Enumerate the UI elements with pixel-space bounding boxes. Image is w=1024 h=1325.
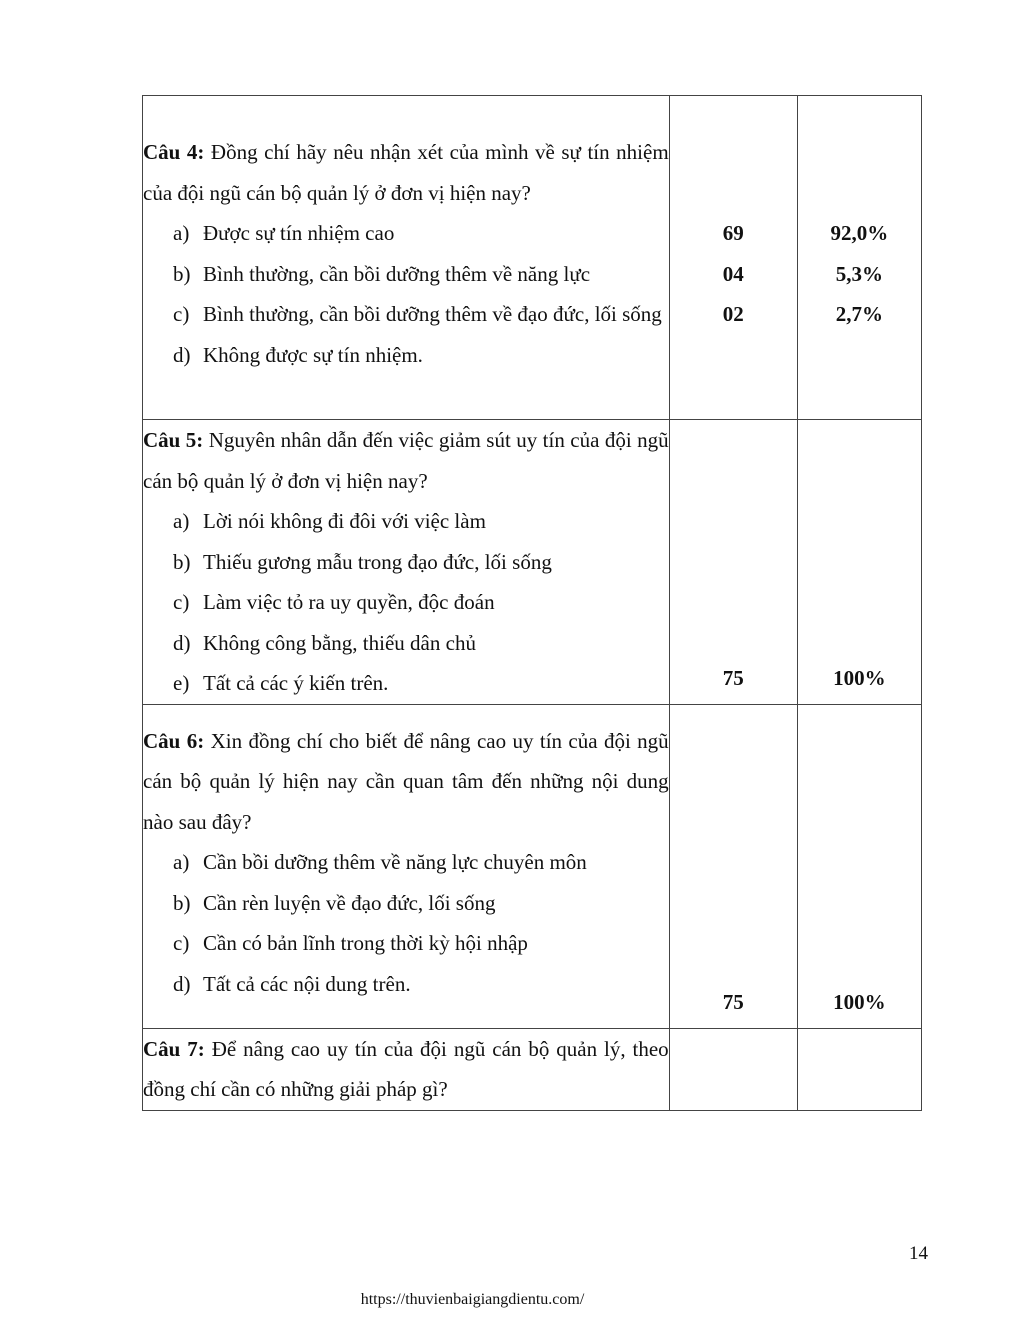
option-text: Lời nói không đi đôi với việc làm <box>203 509 486 533</box>
count-value: 75 <box>722 989 744 1014</box>
option-item <box>143 542 669 583</box>
question-cell <box>143 704 670 1028</box>
option-text: Không được sự tín nhiệm. <box>203 342 423 367</box>
option-text: Cần bồi dưỡng thêm về năng lực chuyên môn <box>203 850 587 874</box>
option-letter: a) <box>173 509 190 533</box>
option-letter: a) <box>173 850 190 874</box>
percent-value: 100% <box>833 989 886 1014</box>
option-text: Cần có bản lĩnh trong thời kỳ hội nhập <box>203 931 528 955</box>
count-value: 04 <box>722 261 744 286</box>
question-body: Đồng chí hãy nêu nhận xét của mình về sự tín nhiệm của đội ngũ cán bộ quản lý ở đơn vị hiện nay? <box>143 140 669 205</box>
question-cell <box>143 420 670 705</box>
option-text: Cần rèn luyện về đạo đức, lối sống <box>203 890 496 915</box>
option-letter: a) <box>173 221 190 245</box>
option-letter: b) <box>173 890 191 915</box>
percent-value: 2,7% <box>835 302 884 326</box>
question-label: Câu 4: <box>143 140 205 164</box>
question-text <box>143 721 669 843</box>
question-body: Để nâng cao uy tín của đội ngũ cán bộ quản lý, theo đồng chí cần có những giải pháp gì? <box>143 1036 669 1101</box>
count-value: 02 <box>722 302 744 326</box>
question-text <box>143 420 669 501</box>
option-item <box>143 213 669 254</box>
option-item <box>143 883 669 924</box>
page-number: 14 <box>909 1243 928 1264</box>
option-text: Không công bằng, thiếu dân chủ <box>203 630 476 655</box>
option-item <box>143 582 669 623</box>
question-label: Câu 5: <box>143 428 204 452</box>
question-label: Câu 7: <box>143 1036 205 1061</box>
option-letter: e) <box>173 671 190 695</box>
option-item <box>143 964 669 1005</box>
count-cell <box>669 704 797 1028</box>
percent-value: 5,3% <box>835 261 884 286</box>
option-text: Làm việc tỏ ra uy quyền, độc đoán <box>203 590 495 614</box>
question-row-5 <box>143 420 922 705</box>
percent-cell <box>797 420 921 705</box>
question-row-4 <box>143 96 922 420</box>
question-cell <box>143 96 670 420</box>
option-letter: c) <box>173 590 190 614</box>
option-letter: d) <box>173 630 191 655</box>
question-label: Câu 6: <box>143 728 205 753</box>
option-text: Tất cả các nội dung trên. <box>203 971 411 996</box>
option-text: Bình thường, cần bồi dưỡng thêm về năng lực <box>203 261 591 286</box>
question-text <box>143 132 669 213</box>
option-letter: c) <box>173 931 190 955</box>
option-letter: d) <box>173 342 191 367</box>
option-text: Tất cả các ý kiến trên. <box>203 671 389 695</box>
question-body: Nguyên nhân dẫn đến việc giảm sút uy tín của đội ngũ cán bộ quản lý ở đơn vị hiện nay? <box>143 428 669 493</box>
count-cell <box>669 96 797 420</box>
option-item <box>143 501 669 542</box>
option-item <box>143 623 669 664</box>
option-letter: c) <box>173 302 190 326</box>
percent-cell <box>797 96 921 420</box>
question-body: Xin đồng chí cho biết để nâng cao uy tín của đội ngũ cán bộ quản lý hiện nay cần quan tâm đến những nội dung nào sau đây? <box>143 728 669 834</box>
option-letter: b) <box>173 549 191 574</box>
question-row-7 <box>143 1028 922 1110</box>
percent-cell <box>797 1028 921 1110</box>
footer-url: https://thuvienbaigiangdientu.com/ <box>360 1291 585 1308</box>
percent-value: 92,0% <box>830 221 889 245</box>
option-item <box>143 335 669 376</box>
question-text <box>143 1029 669 1110</box>
option-letter: d) <box>173 971 191 996</box>
option-text: Bình thường, cần bồi dưỡng thêm về đạo đức, lối sống <box>203 302 662 326</box>
percent-cell <box>797 704 921 1028</box>
option-letter: b) <box>173 261 191 286</box>
option-item <box>143 923 669 964</box>
option-item <box>143 294 669 335</box>
option-item <box>143 842 669 883</box>
option-text: Được sự tín nhiệm cao <box>203 221 395 245</box>
option-item <box>143 663 669 704</box>
percent-value: 100% <box>833 666 886 690</box>
survey-table <box>142 95 922 1111</box>
question-cell <box>143 1028 670 1110</box>
count-cell <box>669 1028 797 1110</box>
count-value: 75 <box>722 666 744 690</box>
question-row-6 <box>143 704 922 1028</box>
count-value: 69 <box>722 221 744 245</box>
option-item <box>143 254 669 295</box>
count-cell <box>669 420 797 705</box>
option-text: Thiếu gương mẫu trong đạo đức, lối sống <box>203 549 552 574</box>
